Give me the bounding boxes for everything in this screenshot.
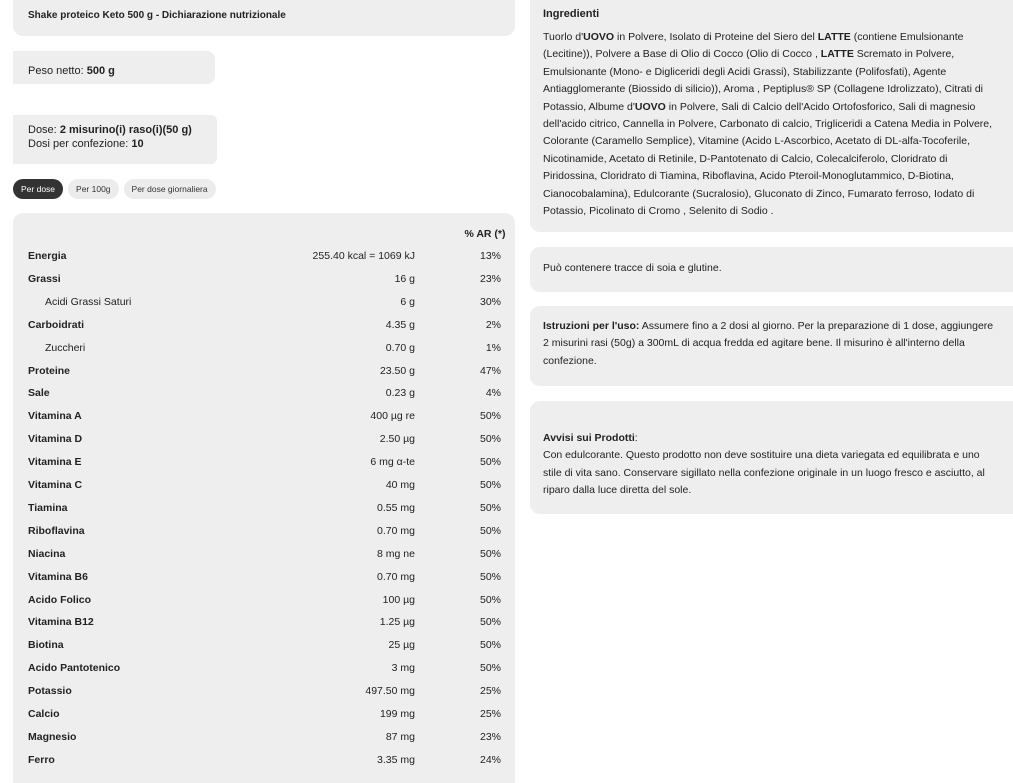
nutrient-ar-percent: 50%	[479, 616, 501, 629]
nutrient-amount: 497.50 mg	[365, 685, 415, 698]
nutrient-name: Zuccheri	[45, 341, 86, 354]
nutrient-amount: 2.50 µg	[379, 433, 415, 446]
table-row	[13, 660, 515, 676]
nutrient-name: Energia	[28, 250, 67, 262]
nutrient-name: Potassio	[28, 685, 72, 698]
ingredient-segment: Scremato in Polvere, Emulsionante (Mono- e Digliceridi degli Acidi Grassi), Stabilizzante (Polifosfati), Agente Antiagglomerante (Biossido di silicio)), Aroma , Peptiplus® SP (Collagene Idrolizzato), Citrati di Potassio, Albume d'	[543, 48, 983, 113]
nutrient-ar-percent: 50%	[479, 501, 501, 514]
nutrient-ar-percent: 13%	[479, 250, 501, 262]
table-row	[13, 729, 515, 745]
ingredients-card	[530, 0, 1013, 232]
nutrient-name: Riboflavina	[28, 524, 85, 537]
nutrient-amount: 4.35 g	[385, 318, 415, 331]
nutrition-basis-tabs	[13, 179, 216, 199]
nutrient-ar-percent: 23%	[479, 730, 501, 743]
nutrient-ar-percent: 50%	[479, 456, 501, 469]
nutrient-amount: 6 g	[400, 295, 415, 308]
ingredient-segment: in Polvere, Sali di Calcio dell'Acido Ortofosforico, Sali di magnesio dell'acido citrico, Cannella in Polvere, Carbonato di calcio, Trigliceridi a Catena Media in Polvere, Colorante (Caramello Semplice), Vitamine (Acido L-Ascorbico, Acetato di DL-alfa-Tocoferile, Nicotinamide, Acetato di Retinile, D-Pantotenato di Calcio, Colecalciferolo, Cloridrato di Piridossina, Cloridrato di Tiamina, Riboflavina, Acido Pteroil-Monoglutammico, D-Biotina, Cianocobalamina), Edulcorante (Sucralosio), Gluconato di Zinco, Fumarato ferroso, Iodato di Potassio, Picolinato di Cromo , Selenito di Sodio .	[543, 100, 993, 218]
warnings-label: Avvisi sui Prodotti	[543, 432, 635, 444]
table-row	[13, 248, 515, 264]
nutrient-amount: 3.35 mg	[377, 753, 415, 766]
instructions-text: Assumere fino a 2 dosi al giorno. Per la preparazione di 1 dose, aggiungere 2 misurini rasi (50g) a 300mL di acqua fredda ed agitare bene. Il misurino è all'interno della confezione.	[543, 320, 994, 367]
nutrient-ar-percent: 30%	[479, 295, 501, 308]
table-row	[13, 271, 515, 287]
warnings-text: Con edulcorante. Questo prodotto non deve sostituire una dieta variegata ed equilibrata e uno stile di vita sano. Conservare sigillato nella confezione originale in un luogo fresco e asciutto, al riparo dalla luce diretta del sole.	[543, 449, 985, 497]
allergen-highlight: UOVO	[583, 31, 615, 43]
nutrient-amount: 40 mg	[385, 479, 415, 491]
nutrient-name: Grassi	[28, 272, 61, 285]
allergen-highlight: LATTE	[817, 31, 851, 43]
table-row	[13, 614, 515, 630]
serving-card	[13, 115, 217, 164]
nutrient-amount: 25 µg	[388, 639, 415, 652]
nutrient-amount: 100 µg	[382, 593, 415, 606]
nutrient-ar-percent: 47%	[479, 364, 501, 377]
nutrient-name: Acidi Grassi Saturi	[45, 295, 132, 308]
nutrient-name: Calcio	[28, 708, 60, 720]
ingredient-segment: in Polvere, Isolato di Proteine del Siero del	[614, 31, 818, 43]
table-row	[13, 454, 515, 470]
instructions-card	[530, 306, 1013, 386]
instructions-label: Istruzioni per l'uso:	[543, 320, 640, 332]
nutrient-ar-percent: 2%	[485, 318, 501, 331]
nutrient-ar-percent: 50%	[479, 570, 501, 583]
nutrient-ar-percent: 25%	[479, 685, 501, 698]
servings-per-pack-label: Dosi per confezione:	[28, 138, 129, 150]
nutrient-ar-percent: 23%	[479, 272, 501, 285]
nutrient-ar-percent: 50%	[479, 593, 501, 606]
nutrient-amount: 8 mg ne	[377, 547, 415, 560]
nutrient-name: Carboidrati	[28, 318, 85, 331]
table-row	[13, 523, 515, 539]
table-row	[13, 317, 515, 333]
product-title-card	[13, 0, 515, 36]
servings-per-pack-value: 10	[131, 138, 144, 150]
nutrient-name: Ferro	[28, 753, 55, 766]
nutrient-amount: 23.50 g	[379, 364, 415, 377]
table-row	[13, 752, 515, 768]
nutrient-amount: 255.40 kcal = 1069 kJ	[312, 250, 415, 262]
nutrient-amount: 6 mg α-te	[370, 456, 415, 469]
nutrient-name: Tiamina	[28, 501, 68, 514]
ingredient-segment: (contiene Emulsionante (Lecitine)), Polvere a Base di Olio di Cocco (Olio di Cocco ,	[543, 31, 964, 61]
nutrient-amount: 199 mg	[379, 708, 415, 720]
table-row	[13, 637, 515, 653]
nutrient-amount: 3 mg	[391, 662, 415, 675]
net-weight-card	[13, 51, 215, 84]
nutrient-name: Vitamina A	[28, 410, 82, 423]
ar-column-header: % AR (*)	[464, 228, 506, 240]
tab-per-100g[interactable]: Per 100g	[68, 179, 119, 199]
nutrient-ar-percent: 50%	[479, 662, 501, 675]
nutrient-ar-percent: 50%	[479, 524, 501, 537]
product-title: Shake proteico Keto 500 g - Dichiarazione nutrizionale	[28, 10, 286, 21]
allergen-highlight: UOVO	[634, 100, 666, 113]
nutrient-ar-percent: 4%	[485, 387, 501, 400]
nutrient-amount: 1.25 µg	[379, 616, 415, 629]
table-row	[13, 294, 515, 310]
table-row	[13, 592, 515, 608]
net-weight-value: 500 g	[86, 65, 115, 77]
nutrient-amount: 0.70 mg	[377, 570, 415, 583]
serving-label: Dose:	[28, 124, 57, 136]
table-row	[13, 363, 515, 379]
warnings-colon: :	[634, 432, 638, 444]
nutrient-amount: 16 g	[394, 272, 415, 285]
table-row	[13, 706, 515, 722]
nutrient-amount: 400 µg re	[370, 410, 415, 423]
ingredients-title: Ingredienti	[543, 8, 600, 20]
nutrient-name: Vitamina D	[28, 433, 83, 446]
nutrient-amount: 0.23 g	[385, 387, 415, 400]
nutrient-amount: 87 mg	[385, 730, 415, 743]
nutrient-name: Biotina	[28, 639, 64, 652]
net-weight-label: Peso netto:	[28, 65, 84, 77]
nutrient-name: Acido Folico	[28, 593, 91, 606]
nutrient-name: Acido Pantotenico	[28, 662, 121, 675]
table-row	[13, 683, 515, 699]
nutrient-amount: 0.55 mg	[377, 501, 415, 514]
table-row	[13, 546, 515, 562]
serving-value: 2 misurino(i) raso(i)(50 g)	[59, 124, 192, 136]
nutrient-name: Vitamina E	[28, 456, 82, 469]
ingredient-segment: Tuorlo d'	[543, 31, 584, 43]
table-row	[13, 569, 515, 585]
nutrient-name: Vitamina B6	[28, 570, 88, 583]
nutrient-name: Proteine	[28, 364, 71, 377]
nutrient-amount: 0.70 g	[385, 341, 415, 354]
allergen-note-card	[530, 247, 1013, 292]
nutrient-ar-percent: 50%	[479, 547, 501, 560]
nutrient-name: Niacina	[28, 547, 66, 560]
tab-per-daily-dose[interactable]: Per dose giornaliera	[124, 179, 216, 199]
nutrient-name: Vitamina C	[28, 479, 83, 491]
table-row	[13, 477, 515, 493]
nutrient-name: Sale	[28, 387, 50, 400]
nutrient-ar-percent: 25%	[479, 708, 501, 720]
nutrient-ar-percent: 24%	[479, 753, 501, 766]
table-row	[13, 408, 515, 424]
nutrient-ar-percent: 50%	[479, 433, 501, 446]
nutrient-ar-percent: 50%	[479, 479, 501, 491]
nutrient-ar-percent: 1%	[485, 341, 501, 354]
table-row	[13, 431, 515, 447]
nutrient-ar-percent: 50%	[479, 639, 501, 652]
tab-per-dose[interactable]: Per dose	[13, 179, 63, 199]
nutrition-table	[13, 213, 515, 783]
table-row	[13, 385, 515, 401]
allergen-note: Può contenere tracce di soia e glutine.	[543, 262, 722, 274]
nutrient-ar-percent: 50%	[479, 410, 501, 423]
nutrient-name: Magnesio	[28, 730, 77, 743]
nutrient-amount: 0.70 mg	[377, 524, 415, 537]
nutrient-name: Vitamina B12	[28, 616, 94, 629]
allergen-highlight: LATTE	[820, 48, 854, 61]
table-row	[13, 500, 515, 516]
ingredients-text	[543, 29, 1000, 220]
table-row	[13, 340, 515, 356]
warnings-card	[530, 401, 1013, 514]
